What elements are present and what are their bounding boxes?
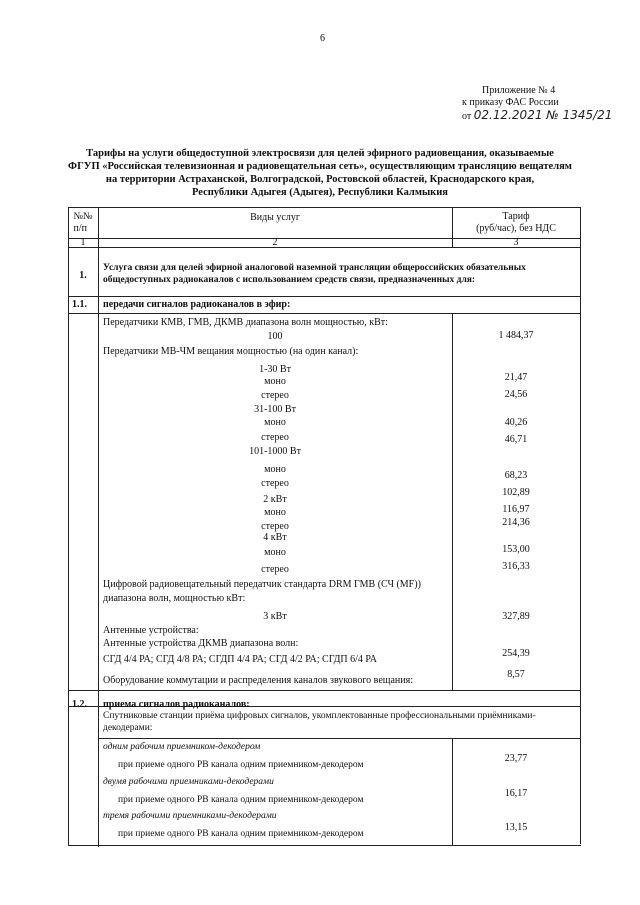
service-row-label: 31-100 Вт: [254, 404, 296, 415]
service-row-label: диапазона волн, мощностью кВт:: [103, 593, 246, 604]
service-row-label: СГД 4/4 РА; СГД 4/8 РА; СГДП 4/4 РА; СГД 4/2 РА; СГДП 6/4 РА: [103, 654, 377, 665]
tariff-value: 153,00: [502, 544, 530, 555]
service-row-label: 2 кВт: [263, 494, 287, 505]
header-tariff: [476, 211, 556, 235]
title-line: Тарифы на услуги общедоступной электросвязи для целей эфирного радиовещания, оказываемые: [86, 148, 554, 159]
appendix-line1: Приложение № 4: [482, 85, 556, 96]
service-row-label: 100: [267, 331, 283, 342]
tariff-value: 254,39: [502, 648, 530, 659]
table-divider: [452, 207, 453, 247]
date-prefix: от: [462, 111, 472, 122]
title-line: ФГУП «Российская телевизионная и радиовещательная сеть», осуществляющим трансляцию вещателям: [68, 161, 572, 172]
service-row-label: 1-30 Вт: [259, 364, 291, 375]
header-num: [73, 211, 92, 235]
col-number: 3: [513, 237, 519, 248]
satellite-line: Спутниковые станции приёма цифровых сигналов, укомплектованные профессиональными приёмниками-: [103, 711, 536, 721]
service-row-label: стерео: [261, 564, 289, 575]
section-1-1-num: 1.1.: [72, 299, 87, 310]
tariff-value: 24,56: [504, 389, 528, 400]
table-divider: [68, 296, 581, 297]
header-num-line2: п/п: [73, 223, 87, 234]
section-1-title: [103, 262, 526, 286]
header-num-line1: №№: [73, 211, 93, 222]
header-tariff-line1: Тариф: [502, 211, 530, 222]
tariff-value: 102,89: [502, 487, 530, 498]
service-row-label: моно: [264, 464, 286, 475]
tariff-value: 40,26: [504, 417, 528, 428]
service-row-label: Цифровой радиовещательный передатчик стандарта DRM ГМВ (СЧ (MF)): [103, 579, 421, 590]
table-divider: [98, 738, 581, 739]
document-title: [60, 147, 580, 199]
table-border: [68, 845, 581, 846]
table-divider: [68, 247, 581, 248]
service-row-label: при приеме одного РВ канала одним приемником-декодером: [118, 829, 364, 839]
section-1-line: общедоступных радиоканалов с использованием средств связи, предназначенных для:: [103, 275, 476, 285]
section-1-1-title: передачи сигналов радиоканалов в эфир:: [103, 299, 291, 310]
tariff-value: 13,15: [504, 822, 528, 833]
service-row-label: стерео: [261, 478, 289, 489]
receiver-group-label: одним рабочим приемником-декодером: [103, 742, 261, 752]
title-line: Республики Адыгея (Адыгея), Республики Калмыкия: [192, 187, 448, 198]
service-row-label: моно: [264, 376, 286, 387]
service-row-label: моно: [264, 507, 286, 518]
satellite-stations-label: [103, 710, 536, 734]
tariff-value: 316,33: [502, 561, 530, 572]
service-row-label: Антенные устройства:: [103, 625, 199, 636]
tariff-value: 21,47: [504, 372, 528, 383]
table-divider: [68, 313, 581, 314]
table-border: [580, 207, 581, 844]
header-services: Виды услуг: [250, 212, 300, 223]
table-border: [68, 207, 69, 846]
table-divider: [68, 238, 581, 239]
tariff-value: 214,36: [502, 517, 530, 528]
table-divider: [98, 207, 99, 847]
tariff-value: 116,97: [502, 504, 530, 515]
section-1-num: 1.: [79, 270, 87, 281]
service-row-label: Оборудование коммутации и распределения каналов звукового вещания:: [103, 675, 413, 686]
receiver-group-label: двумя рабочими приемниками-декодерами: [103, 777, 274, 787]
section-1-2-title: приема сигналов радиоканалов:: [103, 699, 250, 710]
appendix-date: [462, 109, 612, 123]
section-1-line: Услуга связи для целей эфирной аналоговой наземной трансляции общероссийских обязательных: [103, 263, 526, 273]
section-1-2-num: 1.2.: [72, 699, 87, 710]
service-row-label: стерео: [261, 521, 289, 532]
col-number: 2: [272, 237, 278, 248]
service-row-label: 101-1000 Вт: [249, 446, 301, 457]
tariff-value: 8,57: [507, 669, 525, 680]
table-divider: [452, 313, 453, 690]
tariff-value: 1 484,37: [498, 330, 534, 341]
tariff-value: 46,71: [504, 434, 528, 445]
service-row-label: 4 кВт: [263, 532, 287, 543]
tariff-value: 16,17: [504, 788, 528, 799]
tariff-value: 68,23: [504, 470, 528, 481]
service-row-label: моно: [264, 417, 286, 428]
page-number: 6: [320, 33, 325, 44]
table-divider: [452, 738, 453, 845]
header-tariff-line2: (руб/час), без НДС: [476, 223, 556, 234]
tariff-value: 327,89: [502, 611, 530, 622]
service-row-label: моно: [264, 547, 286, 558]
service-row-label: при приеме одного РВ канала одним приемником-декодером: [118, 760, 364, 770]
service-row-label: при приеме одного РВ канала одним приемником-декодером: [118, 795, 364, 805]
title-line: на территории Астраханской, Волгоградской, Ростовской областей, Краснодарского края,: [105, 174, 535, 185]
service-row-label: стерео: [261, 390, 289, 401]
service-row-label: Антенные устройства ДКМВ диапазона волн:: [103, 638, 299, 649]
table-divider: [68, 690, 581, 691]
service-row-label: 3 кВт: [263, 611, 287, 622]
service-row-label: Передатчики МВ-ЧМ вещания мощностью (на один канал):: [103, 346, 359, 357]
tariff-value: 23,77: [504, 753, 528, 764]
service-row-label: Передатчики КМВ, ГМВ, ДКМВ диапазона волн мощностью, кВт:: [103, 317, 388, 328]
appendix-line2: к приказу ФАС России: [462, 97, 559, 108]
col-number: 1: [80, 237, 86, 248]
handwritten-date-number: 02.12.2021 № 1345/21: [473, 108, 613, 122]
service-row-label: стерео: [261, 432, 289, 443]
receiver-group-label: тремя рабочими приемниками-декодерами: [103, 811, 277, 821]
table-border: [68, 207, 581, 208]
satellite-line: декодерами:: [103, 723, 153, 733]
